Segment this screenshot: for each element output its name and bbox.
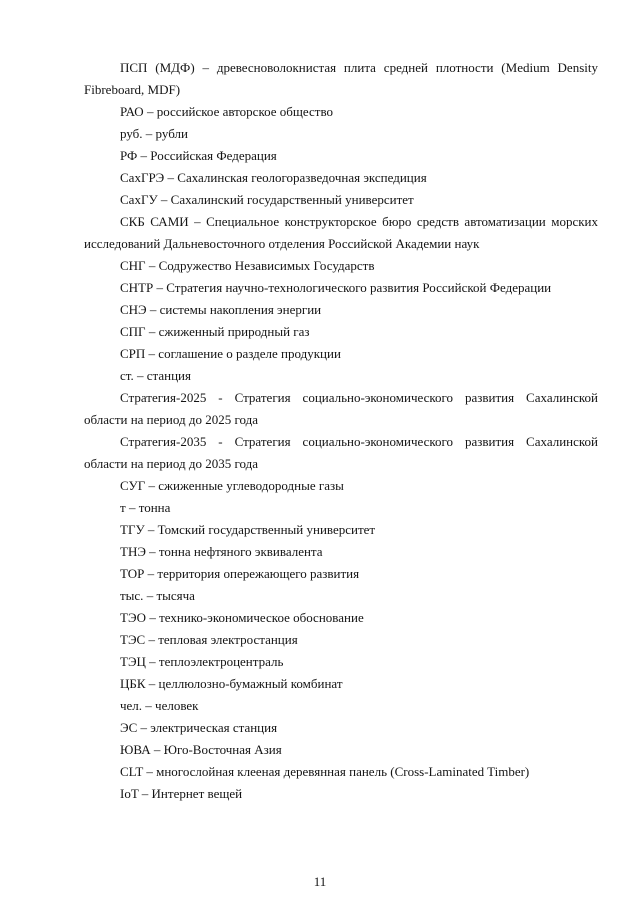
abbreviation-term: руб. xyxy=(120,126,143,141)
abbreviation-definition: тысяча xyxy=(156,588,195,603)
separator-dash: – xyxy=(145,544,159,559)
abbreviation-term: тыс. xyxy=(120,588,144,603)
abbreviation-term: ТГУ xyxy=(120,522,145,537)
list-item xyxy=(84,123,598,145)
abbreviation-term: СПГ xyxy=(120,324,146,339)
separator-dash: – xyxy=(150,742,164,757)
list-item xyxy=(84,651,598,673)
separator-dash: – xyxy=(157,192,171,207)
separator-dash: – xyxy=(142,126,156,141)
list-item xyxy=(84,387,598,431)
abbreviation-definition: электрическая станция xyxy=(150,720,278,735)
list-item xyxy=(84,607,598,629)
list-item xyxy=(84,629,598,651)
separator-dash: - xyxy=(206,390,235,405)
list-item xyxy=(84,189,598,211)
list-item xyxy=(84,365,598,387)
abbreviation-term: Стратегия-2025 xyxy=(120,390,207,405)
separator-dash: – xyxy=(145,478,159,493)
abbreviation-definition: целлюлозно-бумажный комбинат xyxy=(158,676,343,691)
abbreviation-definition: Российская Федерация xyxy=(150,148,277,163)
abbreviation-definition: многослойная клееная деревянная панель (Cross-Laminated Timber) xyxy=(156,764,530,779)
abbreviation-term: СУГ xyxy=(120,478,146,493)
list-item xyxy=(84,431,598,475)
abbreviation-term: ЦБК xyxy=(120,676,146,691)
abbreviation-term: Стратегия-2035 xyxy=(120,434,207,449)
list-item xyxy=(84,717,598,739)
separator-dash: – xyxy=(145,346,159,361)
abbreviation-term: ТОР xyxy=(120,566,145,581)
separator-dash: – xyxy=(145,258,159,273)
list-item xyxy=(84,541,598,563)
separator-dash: - xyxy=(206,434,235,449)
abbreviation-term: IoT xyxy=(120,786,139,801)
abbreviation-term: ст. xyxy=(120,368,134,383)
list-item xyxy=(84,277,598,299)
abbreviation-term: СКБ САМИ xyxy=(120,214,189,229)
list-item xyxy=(84,519,598,541)
abbreviation-definition: Интернет вещей xyxy=(151,786,243,801)
list-item xyxy=(84,497,598,519)
separator-dash: – xyxy=(188,214,207,229)
list-item xyxy=(84,321,598,343)
separator-dash: – xyxy=(145,676,159,691)
abbreviation-definition: Томский государственный университет xyxy=(157,522,376,537)
list-item xyxy=(84,255,598,277)
separator-dash: – xyxy=(145,632,159,647)
list-item xyxy=(84,783,598,805)
abbreviation-definition: теплоэлектроцентраль xyxy=(158,654,284,669)
list-item xyxy=(84,101,598,123)
list-item xyxy=(84,343,598,365)
list-item xyxy=(84,145,598,167)
separator-dash: – xyxy=(133,368,147,383)
separator-dash: – xyxy=(194,60,217,75)
abbreviation-term: ЭС xyxy=(120,720,138,735)
list-item xyxy=(84,739,598,761)
abbreviation-term: ЮВА xyxy=(120,742,151,757)
abbreviation-term: СНТР xyxy=(120,280,154,295)
list-item xyxy=(84,585,598,607)
abbreviation-term: ПСП (МДФ) xyxy=(120,60,195,75)
abbreviation-definition: Юго-Восточная Азия xyxy=(163,742,282,757)
abbreviation-term: РФ xyxy=(120,148,138,163)
abbreviation-term: РАО xyxy=(120,104,144,119)
list-item xyxy=(84,475,598,497)
abbreviation-definition: Сахалинская геологоразведочная экспедиция xyxy=(177,170,427,185)
separator-dash: – xyxy=(137,148,151,163)
abbreviation-definition: Стратегия социально-экономического развития Сахалинской области на период до 2025 года xyxy=(84,390,598,427)
separator-dash: – xyxy=(142,698,156,713)
abbreviation-term: т xyxy=(120,500,126,515)
abbreviation-term: ТНЭ xyxy=(120,544,146,559)
abbreviation-definition: сжиженный природный газ xyxy=(158,324,310,339)
abbreviation-term: СахГУ xyxy=(120,192,158,207)
separator-dash: – xyxy=(144,566,158,581)
separator-dash: – xyxy=(143,588,157,603)
separator-dash: – xyxy=(145,654,159,669)
abbreviation-term: ТЭЦ xyxy=(120,654,146,669)
abbreviation-definition: Содружество Независимых Государств xyxy=(158,258,375,273)
separator-dash: – xyxy=(145,324,159,339)
list-item xyxy=(84,211,598,255)
abbreviation-list xyxy=(84,57,598,805)
list-item xyxy=(84,673,598,695)
separator-dash: – xyxy=(153,280,167,295)
abbreviation-definition: тепловая электростанция xyxy=(158,632,298,647)
abbreviation-term: ТЭС xyxy=(120,632,146,647)
separator-dash: – xyxy=(146,302,160,317)
abbreviation-definition: Сахалинский государственный университет xyxy=(170,192,414,207)
abbreviation-term: СНГ xyxy=(120,258,146,273)
abbreviation-definition: тонна нефтяного эквивалента xyxy=(158,544,323,559)
list-item xyxy=(84,563,598,585)
abbreviation-definition: соглашение о разделе продукции xyxy=(158,346,341,361)
abbreviation-definition: сжиженные углеводородные газы xyxy=(158,478,344,493)
abbreviation-definition: территория опережающего развития xyxy=(157,566,360,581)
abbreviation-definition: российское авторское общество xyxy=(156,104,334,119)
abbreviation-definition: станция xyxy=(146,368,191,383)
abbreviation-term: чел. xyxy=(120,698,143,713)
abbreviation-term: CLT xyxy=(120,764,144,779)
abbreviation-definition: Стратегия научно-технологического развития Российской Федерации xyxy=(166,280,552,295)
abbreviation-term: СРП xyxy=(120,346,146,361)
abbreviation-definition: человек xyxy=(155,698,199,713)
separator-dash: – xyxy=(144,522,158,537)
separator-dash: – xyxy=(143,104,157,119)
separator-dash: – xyxy=(125,500,139,515)
abbreviation-term: СахГРЭ xyxy=(120,170,165,185)
abbreviation-definition: тонна xyxy=(138,500,171,515)
abbreviation-term: ТЭО xyxy=(120,610,147,625)
separator-dash: – xyxy=(137,720,151,735)
abbreviation-definition: Специальное конструкторское бюро средств автоматизации морских исследований Дальневосточного отделения Российской Академии наук xyxy=(84,214,599,251)
abbreviation-definition: древесноволокнистая плита средней плотности (Medium Density Fibreboard, MDF) xyxy=(84,60,598,97)
separator-dash: – xyxy=(138,786,152,801)
page-number: 11 xyxy=(313,874,327,889)
list-item xyxy=(84,761,598,783)
separator-dash: – xyxy=(146,610,160,625)
abbreviation-term: СНЭ xyxy=(120,302,147,317)
list-item xyxy=(84,695,598,717)
abbreviation-definition: рубли xyxy=(155,126,188,141)
separator-dash: – xyxy=(143,764,157,779)
list-item xyxy=(84,167,598,189)
abbreviation-definition: технико-экономическое обоснование xyxy=(159,610,364,625)
abbreviation-definition: Стратегия социально-экономического развития Сахалинской области на период до 2035 года xyxy=(84,434,598,471)
abbreviation-definition: системы накопления энергии xyxy=(159,302,322,317)
list-item xyxy=(84,57,598,101)
list-item xyxy=(84,299,598,321)
separator-dash: – xyxy=(164,170,178,185)
